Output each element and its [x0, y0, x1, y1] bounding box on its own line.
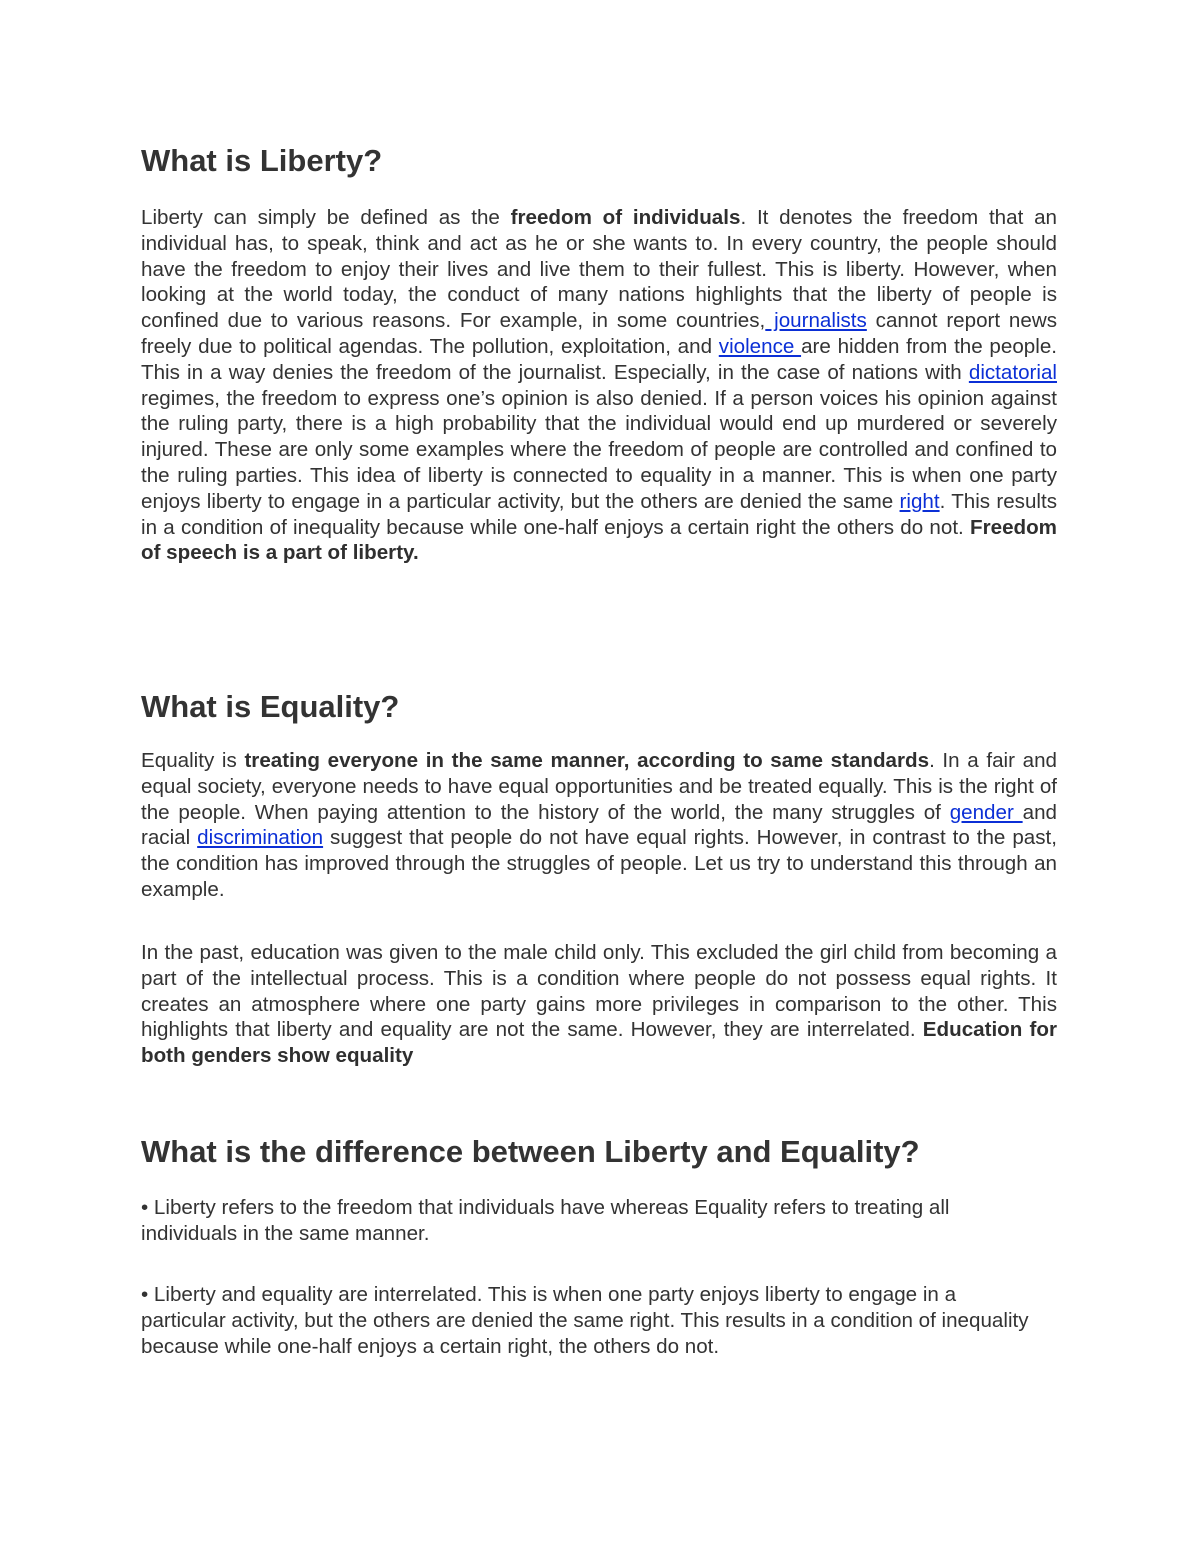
text-run: cannot report news freely due to political agendas. The pollution, exploitation, and — [141, 309, 1058, 358]
paragraph-liberty — [141, 205, 1057, 566]
link-right[interactable]: right — [899, 489, 940, 513]
bold-text: Education for both genders show equality — [141, 1018, 1058, 1068]
link-dictatorial[interactable]: dictatorial — [968, 360, 1057, 384]
heading-difference: What is the difference between Liberty and Equality? — [141, 1134, 920, 1169]
text-run: regimes, the freedom to express one’s opinion is also denied. If a person voices his opinion against the ruling party, there is a high probability that the individual would end up murdered or severely injured. These are only some examples where the freedom of people are controlled and confined to the ruling parties. This idea of liberty is connected to equality in a manner. This is when one party enjoys liberty to engage in a particular activity, but the others are denied the same — [141, 386, 1057, 513]
link-violence[interactable]: violence — [718, 334, 802, 358]
text-run: are hidden from the people. This in a way denies the freedom of the journalist. Especially, in the case of nations with — [141, 334, 1057, 384]
text-run: . It denotes the freedom that an individual has, to speak, think and act as he or she wants to. In every country, the people should have the freedom to enjoy their lives and live them to their fullest. This is liberty. However, when looking at the world today, the conduct of many nations highlights that the liberty of people is confined due to various reasons. For example, in some countries, — [141, 206, 1057, 333]
bullet-item: • Liberty and equality are interrelated. This is when one party enjoys liberty to engage in a particular activity, but the others are denied the same right. This results in a condition of inequality because while one-half enjoys a certain right, the others do not. — [141, 1283, 1029, 1358]
heading-equality: What is Equality? — [141, 689, 400, 724]
text-run: . In a fair and equal society, everyone needs to have equal opportunities and be treated equally. This is the right of the people. When paying attention to the history of the world, the many struggles of — [141, 749, 1057, 824]
heading-liberty: What is Liberty? — [141, 143, 383, 178]
text-run: Equality is — [141, 749, 245, 772]
text-run: In the past, education was given to the male child only. This excluded the girl child from becoming a part of the intellectual process. This is a condition where people do not possess equal rights. It creates an atmosphere where one party gains more privileges in comparison to the other. This highlights that liberty and equality are not the same. However, they are interrelated. — [141, 941, 1057, 1042]
link-discrimination[interactable]: discrimination — [197, 826, 324, 850]
link-journalists[interactable]: journalists — [765, 309, 867, 333]
bullet-item: • Liberty refers to the freedom that individuals have whereas Equality refers to treating all individuals in the same manner. — [141, 1196, 950, 1245]
paragraph-education-example — [141, 940, 1057, 1069]
text-run: suggest that people do not have equal rights. However, in contrast to the past, the condition has improved through the struggles of people. Let us try to understand this through an example. — [141, 826, 1057, 901]
text-run: and racial — [141, 800, 1057, 850]
paragraph-equality — [141, 748, 1057, 903]
text-run: . This results in a condition of inequality because while one-half enjoys a certain right the others do not. — [141, 489, 1058, 539]
bold-text: treating everyone in the same manner, according to same standards — [244, 749, 930, 772]
bold-text: Freedom of speech is a part of liberty. — [141, 515, 1057, 565]
link-gender[interactable]: gender — [949, 800, 1023, 824]
text-run: Liberty can simply be defined as the — [141, 206, 511, 229]
bold-text: freedom of individuals — [510, 206, 741, 229]
